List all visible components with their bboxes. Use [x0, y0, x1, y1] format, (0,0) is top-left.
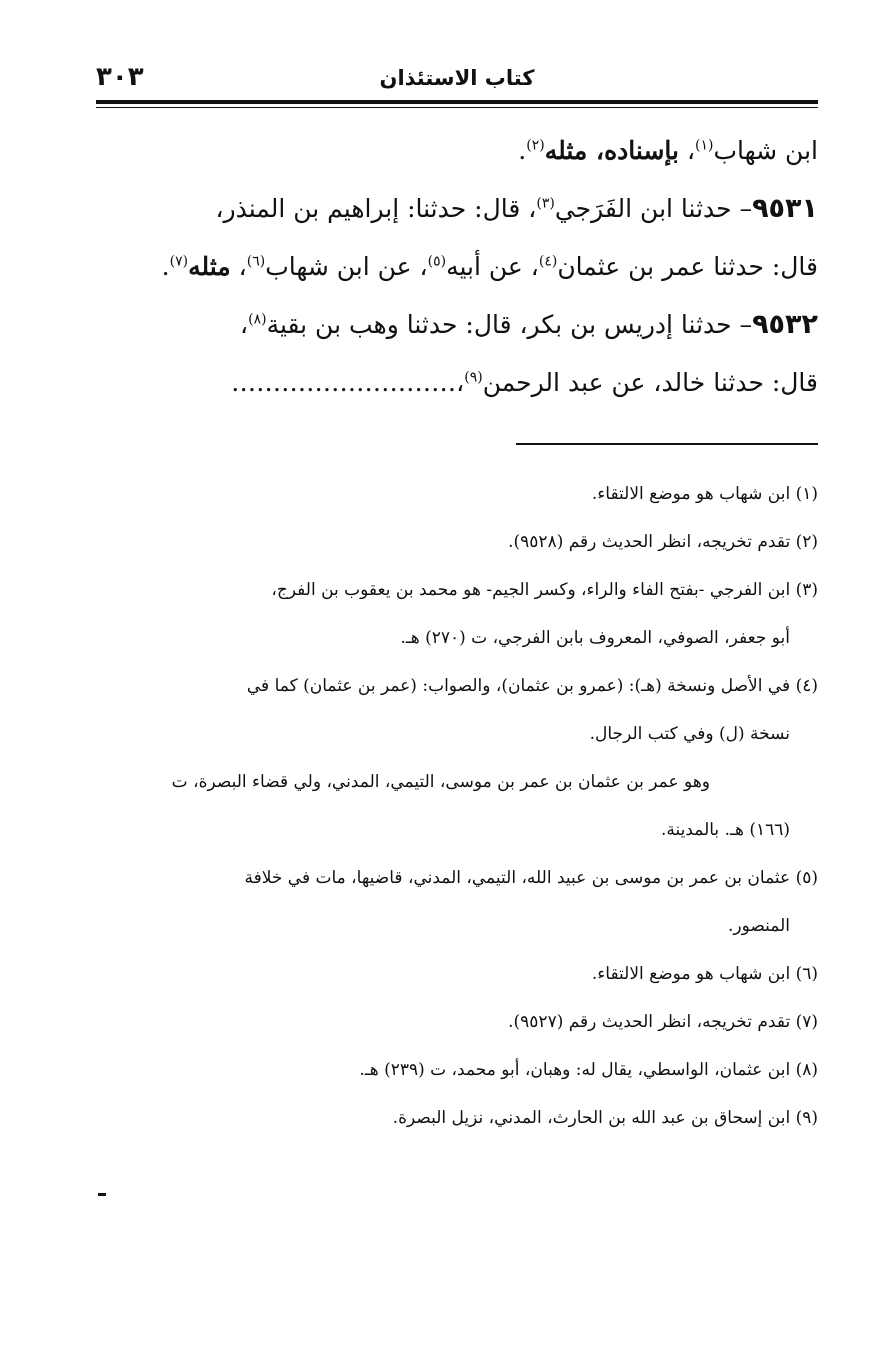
page-header	[96, 62, 818, 100]
footnote-ref-7: (٧)	[169, 253, 189, 270]
footnote-4-cont: نسخة (ل) وفي كتب الرجال.	[589, 724, 790, 744]
chapter-title: كتاب الاستئذان	[379, 66, 535, 90]
footnote-6: (٦) ابن شهاب هو موضع الالتقاء.	[591, 964, 818, 984]
footnote-4-note: وهو عمر بن عثمان بن عمر بن موسى، التيمي، المدني، ولي قضاء البصرة، ت	[171, 772, 710, 792]
footnote-ref-6: (٦)	[246, 253, 266, 270]
footnotes	[96, 470, 818, 1142]
footnote-ref-1: (١)	[695, 137, 714, 154]
footnote-2: (٢) تقدم تخريجه، انظر الحديث رقم (٩٥٢٨).	[508, 532, 818, 552]
page-mark	[98, 1193, 106, 1196]
footnote-ref-2: (٢)	[526, 137, 545, 154]
footnote-4-note-cont: (١٦٦) هـ. بالمدينة.	[660, 820, 790, 840]
footnote-7: (٧) تقدم تخريجه، انظر الحديث رقم (٩٥٢٧).	[508, 1012, 818, 1032]
footnote-9: (٩) ابن إسحاق بن عبد الله بن الحارث، المدني، نزيل البصرة.	[392, 1108, 818, 1128]
text-line-1: ابن شهاب$^{(١)}$، بإسناده، مثله$^{(٢)}$.	[518, 136, 818, 165]
footnote-ref-9: (٩)	[464, 369, 483, 386]
footnote-1: (١) ابن شهاب هو موضع الالتقاء.	[591, 484, 818, 504]
hadith-9532-line-1: ٩٥٣٢– حدثنا إدريس بن بكر، قال: حدثنا وهب بن بقية$^{(٨)}$،	[240, 309, 818, 340]
main-text	[96, 122, 818, 412]
hadith-number-9531: ٩٥٣١	[752, 193, 818, 224]
footnote-4: (٤) في الأصل ونسخة (هـ): (عمرو بن عثمان)، والصواب: (عمر بن عثمان) كما في	[246, 676, 818, 696]
hadith-number-9532: ٩٥٣٢	[752, 309, 818, 340]
footnote-ref-5: (٥)	[427, 253, 447, 270]
hadith-9532-line-2: قال: حدثنا خالد، عن عبد الرحمن$^{(٩)}$،………………………	[231, 368, 818, 397]
footnote-5: (٥) عثمان بن عمر بن موسى بن عبيد الله، التيمي، المدني، قاضيها، مات في خلافة	[244, 868, 818, 888]
footnote-ref-4: (٤)	[538, 253, 558, 270]
footnote-ref-3: (٣)	[536, 195, 555, 212]
footnote-3-cont: أبو جعفر، الصوفي، المعروف بابن الفرجي، ت (٢٧٠) هـ.	[400, 628, 790, 648]
footnote-ref-8: (٨)	[248, 311, 267, 328]
hadith-9531-line-2: قال: حدثنا عمر بن عثمان$^{(٤)}$، عن أبيه$^{(٥)}$، عن ابن شهاب$^{(٦)}$، مثله$^{(٧)}$.	[161, 252, 818, 281]
header-rule-thick	[96, 100, 818, 104]
footnote-separator	[516, 443, 818, 445]
footnote-5-cont: المنصور.	[728, 916, 790, 936]
footnote-8: (٨) ابن عثمان، الواسطي، يقال له: وهبان، أبو محمد، ت (٢٣٩) هـ.	[359, 1060, 818, 1080]
header-rule-thin	[96, 107, 818, 108]
footnote-3: (٣) ابن الفرجي -بفتح الفاء والراء، وكسر الجيم- هو محمد بن يعقوب بن الفرج،	[271, 580, 818, 600]
ellipsis-dots: ………………………	[231, 368, 457, 397]
hadith-9531-line-1: ٩٥٣١– حدثنا ابن الفَرَجي$^{(٣)}$، قال: حدثنا: إبراهيم بن المنذر،	[215, 193, 818, 224]
page-number: ٣٠٣	[96, 62, 144, 92]
